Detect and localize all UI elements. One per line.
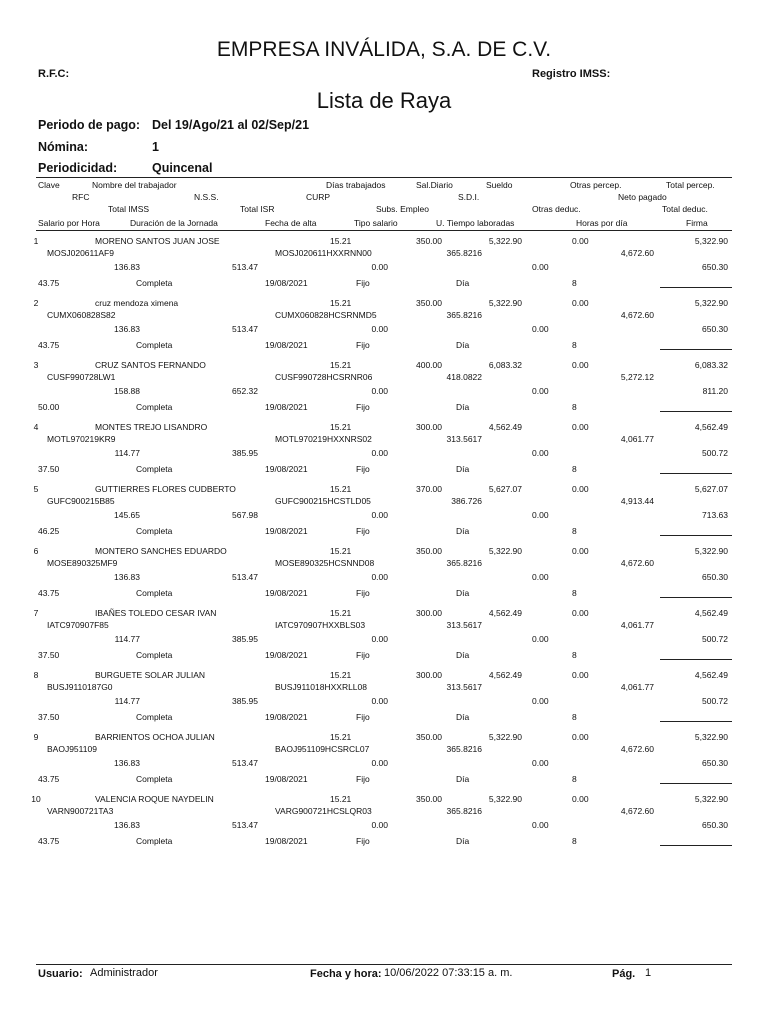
employee-rfc: CUMX060828S82: [47, 310, 116, 320]
employee-total-percep: 5,322.90: [694, 298, 728, 308]
employee-total-percep: 5,322.90: [694, 794, 728, 804]
employee-duracion: Completa: [136, 340, 173, 350]
employee-duracion: Completa: [136, 526, 173, 536]
employee-total-isr: 513.47: [232, 572, 258, 582]
employee-sueldo: 4,562.49: [488, 608, 522, 618]
hdr-fecha-alta: Fecha de alta: [265, 218, 317, 228]
employee-dias: 15.21: [330, 670, 352, 680]
employee-curp: IATC970907HXXBLS03: [275, 620, 366, 630]
employee-tipo-salario: Fijo: [356, 402, 370, 412]
employee-salario-hora: 43.75: [38, 340, 60, 350]
employee-total-deduc: 811.20: [702, 386, 728, 396]
hdr-total-isr: Total ISR: [240, 204, 275, 214]
employee-otras-percep: 0.00: [572, 732, 589, 742]
signature-line: [660, 659, 732, 660]
employee-total-isr: 385.95: [232, 696, 258, 706]
employee-record: [0, 732, 768, 794]
signature-line: [660, 845, 732, 846]
employee-total-percep: 6,083.32: [694, 360, 728, 370]
employee-salario-hora: 43.75: [38, 588, 60, 598]
hdr-nss: N.S.S.: [194, 192, 219, 202]
employee-nombre: MONTERO SANCHES EDUARDO: [95, 546, 227, 556]
employee-u-tiempo: Día: [456, 526, 470, 536]
employee-nombre: cruz mendoza ximena: [95, 298, 179, 308]
employee-u-tiempo: Día: [456, 650, 470, 660]
employee-subs-empleo: 0.00: [371, 820, 388, 830]
employee-total-isr: 567.98: [232, 510, 258, 520]
nomina-label: Nómina:: [38, 140, 88, 154]
employee-sdi: 313.5617: [446, 620, 482, 630]
employee-tipo-salario: Fijo: [356, 712, 370, 722]
hdr-u-tiempo: U. Tiempo laboradas: [436, 218, 515, 228]
signature-line: [660, 783, 732, 784]
employee-duracion: Completa: [136, 402, 173, 412]
employee-duracion: Completa: [136, 588, 173, 598]
employee-sueldo: 5,322.90: [488, 546, 522, 556]
employee-subs-empleo: 0.00: [371, 758, 388, 768]
employee-sueldo: 6,083.32: [488, 360, 522, 370]
employee-rfc: BUSJ9110187G0: [47, 682, 113, 692]
employee-clave: 3: [33, 360, 39, 370]
hdr-otras-deduc: Otras deduc.: [532, 204, 581, 214]
employee-subs-empleo: 0.00: [371, 510, 388, 520]
employee-salario-hora: 50.00: [38, 402, 60, 412]
employee-dias: 15.21: [330, 236, 352, 246]
periodicidad-value: Quincenal: [152, 161, 213, 175]
employee-horas-dia: 8: [572, 774, 577, 784]
employee-subs-empleo: 0.00: [371, 262, 388, 272]
employee-total-percep: 4,562.49: [694, 670, 728, 680]
employee-curp: VARG900721HCSLQR03: [275, 806, 372, 816]
employee-subs-empleo: 0.00: [371, 324, 388, 334]
employee-neto: 4,672.60: [620, 558, 654, 568]
employee-u-tiempo: Día: [456, 836, 470, 846]
employee-sal-diario: 300.00: [416, 608, 442, 618]
employee-neto: 4,061.77: [620, 620, 654, 630]
employee-nombre: VALENCIA ROQUE NAYDELIN: [95, 794, 214, 804]
employee-sueldo: 5,322.90: [488, 794, 522, 804]
employee-subs-empleo: 0.00: [371, 634, 388, 644]
employee-neto: 4,672.60: [620, 744, 654, 754]
employee-rfc: VARN900721TA3: [47, 806, 114, 816]
employee-sal-diario: 350.00: [416, 236, 442, 246]
rfc-label: R.F.C:: [38, 68, 70, 80]
employee-nombre: BARRIENTOS OCHOA JULIAN: [95, 732, 215, 742]
employee-fecha-alta: 19/08/2021: [265, 774, 308, 784]
employee-total-percep: 4,562.49: [694, 422, 728, 432]
employee-otras-percep: 0.00: [572, 484, 589, 494]
employee-otras-deduc: 0.00: [532, 634, 549, 644]
employee-sdi: 418.0822: [446, 372, 482, 382]
employee-total-imss: 114.77: [114, 448, 140, 458]
usuario-label: Usuario:: [38, 968, 83, 980]
employee-otras-deduc: 0.00: [532, 572, 549, 582]
employee-total-isr: 513.47: [232, 758, 258, 768]
employee-total-isr: 513.47: [232, 262, 258, 272]
hdr-subs-empleo: Subs. Empleo: [376, 204, 429, 214]
employee-tipo-salario: Fijo: [356, 836, 370, 846]
footer-rule: [36, 964, 732, 965]
employee-sal-diario: 350.00: [416, 732, 442, 742]
signature-line: [660, 349, 732, 350]
header-bottom-rule: [36, 230, 732, 231]
fecha-hora-label: Fecha y hora:: [310, 968, 382, 980]
employee-horas-dia: 8: [572, 650, 577, 660]
hdr-salario-hora: Salario por Hora: [38, 218, 100, 228]
employee-otras-deduc: 0.00: [532, 758, 549, 768]
periodicidad-label: Periodicidad:: [38, 161, 118, 175]
employee-duracion: Completa: [136, 836, 173, 846]
employee-u-tiempo: Día: [456, 588, 470, 598]
employee-record: [0, 236, 768, 298]
employee-fecha-alta: 19/08/2021: [265, 340, 308, 350]
employee-fecha-alta: 19/08/2021: [265, 402, 308, 412]
employee-duracion: Completa: [136, 712, 173, 722]
signature-line: [660, 411, 732, 412]
signature-line: [660, 721, 732, 722]
employee-otras-deduc: 0.00: [532, 510, 549, 520]
employee-total-deduc: 650.30: [702, 820, 728, 830]
employee-dias: 15.21: [330, 608, 352, 618]
employee-u-tiempo: Día: [456, 340, 470, 350]
employee-total-isr: 513.47: [232, 820, 258, 830]
employee-horas-dia: 8: [572, 588, 577, 598]
employee-total-deduc: 500.72: [702, 634, 728, 644]
employee-tipo-salario: Fijo: [356, 650, 370, 660]
employee-rfc: MOSE890325MF9: [47, 558, 118, 568]
employee-record: [0, 608, 768, 670]
hdr-horas-dia: Horas por día: [576, 218, 628, 228]
employee-fecha-alta: 19/08/2021: [265, 712, 308, 722]
company-name: EMPRESA INVÁLIDA, S.A. DE C.V.: [216, 38, 552, 61]
employee-duracion: Completa: [136, 464, 173, 474]
employee-u-tiempo: Día: [456, 278, 470, 288]
employee-u-tiempo: Día: [456, 712, 470, 722]
employee-dias: 15.21: [330, 484, 352, 494]
employee-otras-deduc: 0.00: [532, 820, 549, 830]
signature-line: [660, 535, 732, 536]
hdr-otras-percep: Otras percep.: [570, 180, 622, 190]
employee-total-percep: 4,562.49: [694, 608, 728, 618]
employee-total-percep: 5,627.07: [694, 484, 728, 494]
hdr-clave: Clave: [38, 180, 60, 190]
employee-otras-percep: 0.00: [572, 608, 589, 618]
employee-salario-hora: 46.25: [38, 526, 60, 536]
employee-horas-dia: 8: [572, 464, 577, 474]
employee-sdi: 365.8216: [446, 806, 482, 816]
employee-fecha-alta: 19/08/2021: [265, 650, 308, 660]
employee-salario-hora: 37.50: [38, 712, 60, 722]
employee-duracion: Completa: [136, 278, 173, 288]
employee-sdi: 365.8216: [446, 558, 482, 568]
employee-otras-percep: 0.00: [572, 236, 589, 246]
usuario-value: Administrador: [90, 967, 158, 979]
employee-dias: 15.21: [330, 360, 352, 370]
employee-salario-hora: 43.75: [38, 836, 60, 846]
employee-total-deduc: 500.72: [702, 696, 728, 706]
employee-rfc: BAOJ951109: [47, 744, 97, 754]
employee-record: [0, 794, 768, 856]
employee-fecha-alta: 19/08/2021: [265, 588, 308, 598]
employee-horas-dia: 8: [572, 340, 577, 350]
employee-curp: MOTL970219HXXNRS02: [275, 434, 372, 444]
employee-record: [0, 670, 768, 732]
pagina-label: Pág.: [612, 968, 636, 980]
employee-sueldo: 4,562.49: [488, 670, 522, 680]
employee-nombre: CRUZ SANTOS FERNANDO: [95, 360, 206, 370]
signature-line: [660, 597, 732, 598]
employee-curp: GUFC900215HCSTLD05: [275, 496, 371, 506]
employee-total-imss: 136.83: [114, 324, 140, 334]
employee-otras-percep: 0.00: [572, 546, 589, 556]
employee-otras-deduc: 0.00: [532, 324, 549, 334]
employee-duracion: Completa: [136, 650, 173, 660]
hdr-tipo-salario: Tipo salario: [354, 218, 398, 228]
employee-sal-diario: 350.00: [416, 794, 442, 804]
employee-tipo-salario: Fijo: [356, 340, 370, 350]
employee-clave: 1: [33, 236, 39, 246]
employee-total-percep: 5,322.90: [694, 236, 728, 246]
employee-duracion: Completa: [136, 774, 173, 784]
employee-neto: 4,913.44: [620, 496, 654, 506]
employee-curp: BAOJ951109HCSRCL07: [275, 744, 370, 754]
employee-record: [0, 298, 768, 360]
employee-nombre: BURGUETE SOLAR JULIAN: [95, 670, 206, 680]
employee-u-tiempo: Día: [456, 774, 470, 784]
hdr-neto: Neto pagado: [618, 192, 667, 202]
employee-record: [0, 360, 768, 422]
employee-total-imss: 158.88: [114, 386, 140, 396]
employee-total-imss: 114.77: [114, 696, 140, 706]
employee-sdi: 313.5617: [446, 682, 482, 692]
employee-total-imss: 145.65: [114, 510, 140, 520]
hdr-nombre: Nombre del trabajador: [92, 180, 177, 190]
employee-rfc: MOSJ020611AF9: [47, 248, 114, 258]
signature-line: [660, 287, 732, 288]
employee-otras-percep: 0.00: [572, 360, 589, 370]
hdr-total-percep: Total percep.: [666, 180, 715, 190]
employee-otras-deduc: 0.00: [532, 448, 549, 458]
employee-total-isr: 385.95: [232, 634, 258, 644]
employee-otras-percep: 0.00: [572, 422, 589, 432]
employee-sal-diario: 350.00: [416, 546, 442, 556]
employee-total-imss: 136.83: [114, 758, 140, 768]
employee-nombre: MORENO SANTOS JUAN JOSE: [95, 236, 220, 246]
employee-horas-dia: 8: [572, 836, 577, 846]
employee-sdi: 313.5617: [446, 434, 482, 444]
employee-rfc: MOTL970219KR9: [47, 434, 116, 444]
employee-total-deduc: 713.63: [702, 510, 728, 520]
employee-total-imss: 114.77: [114, 634, 140, 644]
employee-clave: 7: [33, 608, 39, 618]
employee-dias: 15.21: [330, 298, 352, 308]
employee-curp: MOSE890325HCSNND08: [275, 558, 375, 568]
employee-total-deduc: 650.30: [702, 572, 728, 582]
employee-total-imss: 136.83: [114, 572, 140, 582]
header-top-rule: [36, 177, 732, 178]
employee-total-imss: 136.83: [114, 262, 140, 272]
hdr-sueldo: Sueldo: [486, 180, 513, 190]
employee-sal-diario: 370.00: [416, 484, 442, 494]
employee-dias: 15.21: [330, 794, 352, 804]
employee-fecha-alta: 19/08/2021: [265, 526, 308, 536]
employee-clave: 6: [33, 546, 39, 556]
signature-line: [660, 473, 732, 474]
employee-total-percep: 5,322.90: [694, 732, 728, 742]
employee-total-isr: 652.32: [232, 386, 258, 396]
employee-u-tiempo: Día: [456, 402, 470, 412]
employee-rfc: GUFC900215B85: [47, 496, 115, 506]
pagina-value: 1: [645, 967, 652, 979]
employee-record: [0, 484, 768, 546]
employee-neto: 4,061.77: [620, 682, 654, 692]
fecha-hora-value: 10/06/2022 07:33:15 a. m.: [384, 967, 513, 979]
employee-tipo-salario: Fijo: [356, 774, 370, 784]
employee-total-deduc: 650.30: [702, 324, 728, 334]
employee-clave: 10: [31, 794, 41, 804]
employee-sdi: 365.8216: [446, 744, 482, 754]
employee-curp: BUSJ911018HXXRLL08: [275, 682, 367, 692]
employee-subs-empleo: 0.00: [371, 448, 388, 458]
employee-dias: 15.21: [330, 422, 352, 432]
employee-fecha-alta: 19/08/2021: [265, 464, 308, 474]
employee-sdi: 386.726: [451, 496, 482, 506]
employee-clave: 5: [33, 484, 39, 494]
employee-tipo-salario: Fijo: [356, 278, 370, 288]
employee-sueldo: 5,322.90: [488, 732, 522, 742]
hdr-sal-diario: Sal.Diario: [416, 180, 453, 190]
employee-total-deduc: 650.30: [702, 262, 728, 272]
employee-total-imss: 136.83: [114, 820, 140, 830]
hdr-rfc: RFC: [72, 192, 90, 202]
employee-subs-empleo: 0.00: [371, 572, 388, 582]
employee-u-tiempo: Día: [456, 464, 470, 474]
employee-total-deduc: 650.30: [702, 758, 728, 768]
hdr-sdi: S.D.I.: [458, 192, 480, 202]
employee-clave: 2: [33, 298, 39, 308]
employee-total-isr: 385.95: [232, 448, 258, 458]
employee-salario-hora: 37.50: [38, 650, 60, 660]
employee-dias: 15.21: [330, 546, 352, 556]
employee-horas-dia: 8: [572, 526, 577, 536]
employee-otras-percep: 0.00: [572, 794, 589, 804]
employee-otras-deduc: 0.00: [532, 696, 549, 706]
employee-otras-percep: 0.00: [572, 298, 589, 308]
employee-sal-diario: 300.00: [416, 670, 442, 680]
employee-sdi: 365.8216: [446, 310, 482, 320]
employee-total-deduc: 500.72: [702, 448, 728, 458]
hdr-total-deduc: Total deduc.: [662, 204, 708, 214]
hdr-firma: Firma: [686, 218, 708, 228]
employee-clave: 4: [33, 422, 39, 432]
employee-tipo-salario: Fijo: [356, 464, 370, 474]
employee-sal-diario: 350.00: [416, 298, 442, 308]
employee-neto: 4,061.77: [620, 434, 654, 444]
employee-curp: CUSF990728HCSRNR06: [275, 372, 373, 382]
employee-sueldo: 5,322.90: [488, 298, 522, 308]
employee-neto: 4,672.60: [620, 806, 654, 816]
employee-salario-hora: 37.50: [38, 464, 60, 474]
employee-salario-hora: 43.75: [38, 278, 60, 288]
registro-imss-label: Registro IMSS:: [532, 68, 611, 80]
employee-sal-diario: 400.00: [416, 360, 442, 370]
periodo-label: Periodo de pago:: [38, 118, 141, 132]
employee-clave: 9: [33, 732, 39, 742]
employee-otras-percep: 0.00: [572, 670, 589, 680]
employee-record: [0, 546, 768, 608]
employee-tipo-salario: Fijo: [356, 588, 370, 598]
employee-rfc: IATC970907F85: [47, 620, 109, 630]
employee-curp: CUMX060828HCSRNMD5: [275, 310, 377, 320]
hdr-total-imss: Total IMSS: [108, 204, 150, 214]
employee-horas-dia: 8: [572, 278, 577, 288]
employee-salario-hora: 43.75: [38, 774, 60, 784]
employee-clave: 8: [33, 670, 39, 680]
employee-neto: 5,272.12: [620, 372, 654, 382]
employee-subs-empleo: 0.00: [371, 386, 388, 396]
employee-horas-dia: 8: [572, 712, 577, 722]
hdr-duracion: Duración de la Jornada: [130, 218, 218, 228]
employee-nombre: IBAÑES TOLEDO CESAR IVAN: [95, 608, 217, 618]
employee-sueldo: 5,627.07: [488, 484, 522, 494]
employee-total-isr: 513.47: [232, 324, 258, 334]
nomina-value: 1: [152, 140, 159, 154]
employee-neto: 4,672.60: [620, 310, 654, 320]
employee-nombre: GUTTIERRES FLORES CUDBERTO: [95, 484, 236, 494]
employee-subs-empleo: 0.00: [371, 696, 388, 706]
employee-record: [0, 422, 768, 484]
employee-otras-deduc: 0.00: [532, 262, 549, 272]
employee-sueldo: 4,562.49: [488, 422, 522, 432]
employee-rfc: CUSF990728LW1: [47, 372, 116, 382]
employee-horas-dia: 8: [572, 402, 577, 412]
hdr-curp: CURP: [306, 192, 331, 202]
employee-otras-deduc: 0.00: [532, 386, 549, 396]
employee-sdi: 365.8216: [446, 248, 482, 258]
employee-sueldo: 5,322.90: [488, 236, 522, 246]
employee-fecha-alta: 19/08/2021: [265, 836, 308, 846]
employee-tipo-salario: Fijo: [356, 526, 370, 536]
employee-fecha-alta: 19/08/2021: [265, 278, 308, 288]
employee-dias: 15.21: [330, 732, 352, 742]
employee-neto: 4,672.60: [620, 248, 654, 258]
document-title: Lista de Raya: [316, 88, 452, 113]
periodo-value: Del 19/Ago/21 al 02/Sep/21: [152, 118, 310, 132]
employee-nombre: MONTES TREJO LISANDRO: [95, 422, 208, 432]
hdr-dias: Días trabajados: [326, 180, 386, 190]
employee-sal-diario: 300.00: [416, 422, 442, 432]
employee-total-percep: 5,322.90: [694, 546, 728, 556]
employee-curp: MOSJ020611HXXRNN00: [275, 248, 372, 258]
